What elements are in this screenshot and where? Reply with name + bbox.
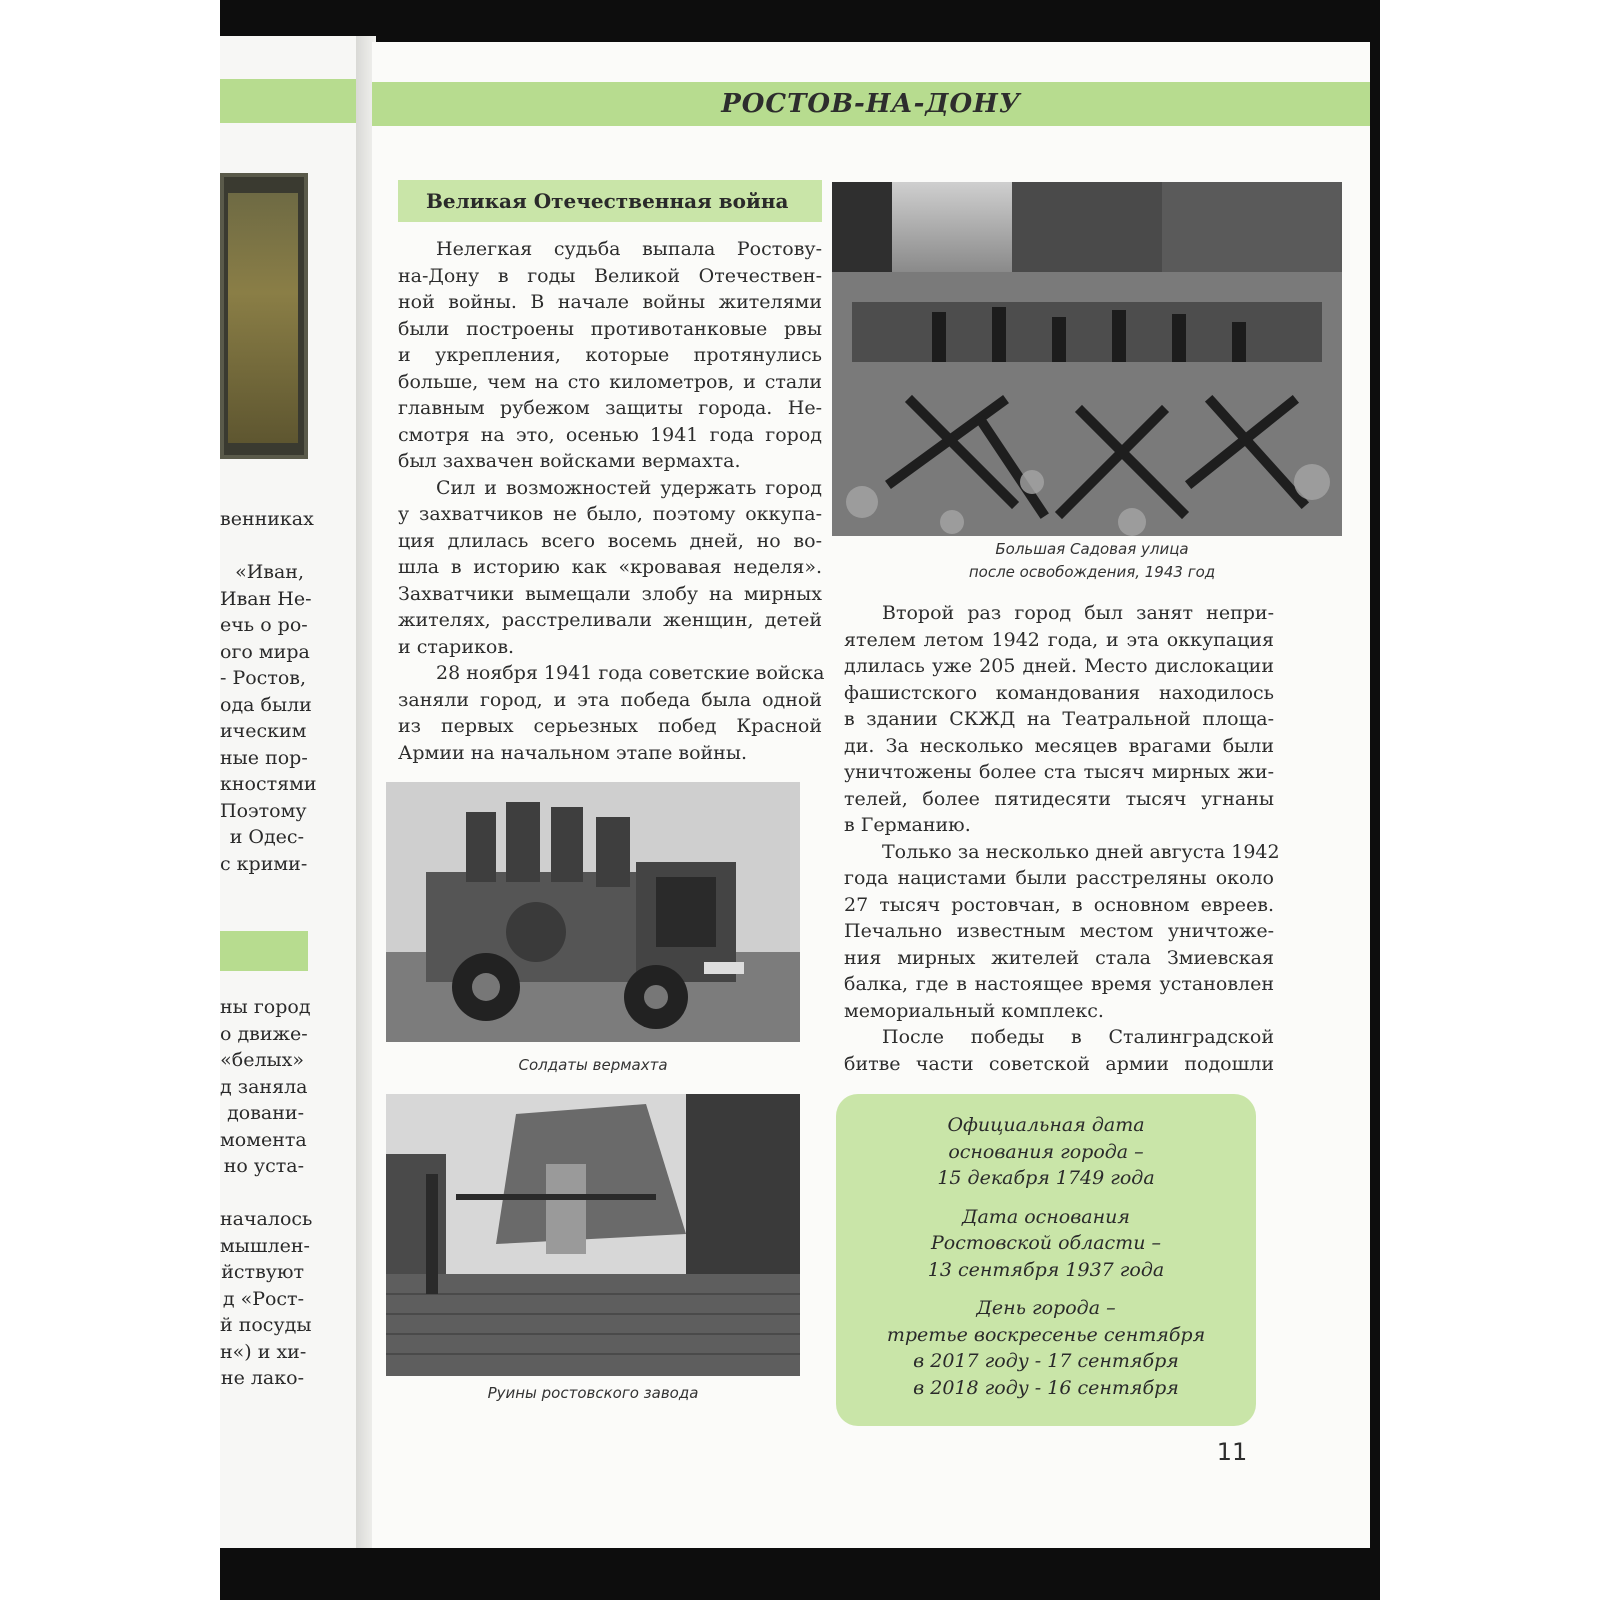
- text-line: смотря на это, осенью 1941 года город: [398, 423, 822, 446]
- fragment-line: [220, 533, 368, 560]
- info-line: в 2017 году - 17 сентября: [913, 1350, 1179, 1372]
- info-group: [836, 1295, 1256, 1401]
- info-box-dates: [836, 1094, 1256, 1426]
- page-number: 11: [1216, 1438, 1248, 1466]
- fragment-line: мышлен-: [220, 1234, 310, 1257]
- stamp-artwork: [228, 193, 298, 443]
- photo-factory-ruins: [386, 1094, 800, 1376]
- section-heading: Великая Отечественная война: [398, 180, 822, 222]
- article-column-2: [844, 600, 1280, 1077]
- info-line: Официальная дата: [947, 1114, 1145, 1136]
- fragment-line: но уста-: [223, 1155, 304, 1177]
- info-line: Дата основания: [962, 1205, 1130, 1228]
- fragment-line: ого мира: [220, 640, 310, 663]
- text-line: Захватчики вымещали злобу на мирных: [398, 582, 822, 605]
- text-line: Только за несколько дней августа 1942: [882, 840, 1280, 863]
- fragment-line: Иван Не-: [220, 587, 312, 610]
- fragment-line: - Ростов,: [220, 667, 307, 689]
- text-line: у захватчиков не было, поэтому оккупа-: [398, 503, 822, 525]
- left-section-band: [220, 931, 308, 971]
- info-line: в 2018 году - 16 сентября: [913, 1376, 1179, 1399]
- text-line: и укрепления, которые протянулись: [398, 344, 822, 366]
- text-line: шла в историю как «кровавая неделя».: [398, 556, 822, 578]
- photo-street-svg: [832, 182, 1342, 536]
- text-line: в здании СКЖД на Театральной площа-: [844, 708, 1274, 730]
- caption-photo-1-line-2: после освобождения, 1943 год: [968, 563, 1216, 581]
- fragment-line: «белых»: [220, 1049, 304, 1071]
- fragment-line: кностями: [220, 773, 317, 795]
- left-page-text-fragment: [220, 506, 368, 877]
- fragment-line: ечь о ро-: [220, 614, 308, 636]
- fragment-line: и Одес-: [229, 826, 304, 848]
- info-line: основания города –: [948, 1140, 1144, 1163]
- fragment-line: момента: [220, 1128, 307, 1151]
- photo-soldiers-svg: [386, 782, 800, 1042]
- caption-photo-1: [842, 538, 1342, 584]
- text-line: ди. За несколько месяцев врагами были: [844, 734, 1274, 757]
- fragment-line: [220, 1180, 308, 1207]
- fragment-line: д заняла: [220, 1075, 308, 1098]
- text-line: 27 тысяч ростовчан, в основном евреев.: [844, 893, 1274, 916]
- text-line: мемориальный комплекс.: [844, 999, 1104, 1022]
- info-line: 15 декабря 1749 года: [937, 1167, 1155, 1189]
- text-line: уничтожены более ста тысяч мирных жи-: [844, 761, 1274, 783]
- text-line: были построены противотанковые рвы: [398, 317, 822, 340]
- text-line: После победы в Сталинградской: [882, 1026, 1274, 1048]
- fragment-line: началось: [220, 1208, 313, 1230]
- left-header-band: [220, 79, 368, 123]
- fragment-line: с крими-: [220, 852, 308, 875]
- caption-photo-1-line-1: Большая Садовая улица: [995, 540, 1189, 558]
- fragment-line: ическим: [220, 720, 307, 742]
- left-page: [220, 36, 368, 1548]
- text-line: ция длилась всего восемь дней, но во-: [398, 529, 822, 552]
- text-line: ной войны. В начале войны жителями: [398, 291, 822, 313]
- text-line: Нелегкая судьба выпала Ростову-: [436, 238, 822, 260]
- fragment-line: д «Рост-: [222, 1287, 304, 1310]
- fragment-line: о движе-: [220, 1022, 308, 1045]
- fragment-line: Поэтому: [220, 799, 307, 822]
- header-band: [372, 82, 1370, 126]
- page-title: РОСТОВ-НА-ДОНУ: [721, 89, 1021, 119]
- caption-photo-2: Солдаты вермахта: [518, 1056, 668, 1074]
- info-line: День города –: [976, 1297, 1116, 1319]
- fragment-line: й посуды: [220, 1314, 312, 1336]
- text-line: Второй раз город был занят непри-: [882, 602, 1274, 624]
- text-line: главным рубежом защиты города. Не-: [398, 397, 822, 419]
- caption-photo-3: Руины ростовского завода: [487, 1384, 699, 1402]
- text-line: Печально известным местом уничтоже-: [844, 920, 1274, 942]
- fragment-line: н«) и хи-: [220, 1340, 307, 1363]
- text-line: на-Дону в годы Великой Отечествен-: [398, 264, 822, 287]
- right-page: [372, 42, 1370, 1548]
- info-line: Ростовской области –: [931, 1232, 1161, 1254]
- text-line: битве части советской армии подошли: [844, 1052, 1274, 1075]
- fragment-line: довани-: [227, 1102, 304, 1124]
- fragment-line: ны город: [220, 996, 311, 1018]
- left-page-text-fragment-2: [220, 994, 313, 1392]
- info-line: 13 сентября 1937 года: [927, 1258, 1165, 1281]
- fragment-line: «Иван,: [235, 561, 304, 583]
- text-line: Сил и возможностей удержать город: [436, 476, 822, 499]
- text-line: в Германию.: [844, 814, 971, 836]
- info-group: [836, 1112, 1256, 1192]
- text-line: был захвачен войсками вермахта.: [398, 450, 741, 472]
- fragment-line: венниках: [220, 508, 314, 530]
- info-group: [836, 1204, 1256, 1284]
- text-line: больше, чем на сто километров, и стали: [398, 370, 822, 393]
- text-line: 28 ноября 1941 года советские войска: [436, 662, 825, 684]
- photo-ruins-svg: [386, 1094, 800, 1376]
- postage-stamp-image: [220, 173, 308, 459]
- fragment-line: ода были: [220, 693, 312, 716]
- photo-wehrmacht-soldiers: [386, 782, 800, 1042]
- text-line: фашистского командования находилось: [844, 681, 1274, 704]
- text-line: заняли город, и эта победа была одной: [398, 688, 822, 711]
- text-line: года нацистами были расстреляны около: [844, 867, 1274, 889]
- text-line: жителях, расстреливали женщин, детей: [398, 609, 822, 631]
- text-line: балка, где в настоящее время установлен: [844, 973, 1274, 995]
- text-line: длилась уже 205 дней. Место дислокации: [844, 655, 1274, 677]
- text-line: ятелем летом 1942 года, и эта оккупация: [844, 628, 1274, 651]
- text-line: из первых серьезных побед Красной: [398, 715, 822, 737]
- photo-sadovaya-street: [832, 182, 1342, 536]
- text-line: телей, более пятидесяти тысяч угнаны: [844, 787, 1274, 810]
- text-line: и стариков.: [398, 635, 515, 658]
- article-column-1: [398, 236, 825, 766]
- info-line: третье воскресенье сентября: [886, 1323, 1206, 1346]
- fragment-line: йствуют: [221, 1261, 304, 1283]
- fragment-line: не лако-: [220, 1367, 304, 1389]
- text-line: Армии на начальном этапе войны.: [398, 741, 747, 764]
- fragment-line: ные пор-: [220, 746, 308, 769]
- info-box-content: [836, 1094, 1256, 1401]
- text-line: ния мирных жителей стала Змиевская: [844, 946, 1274, 969]
